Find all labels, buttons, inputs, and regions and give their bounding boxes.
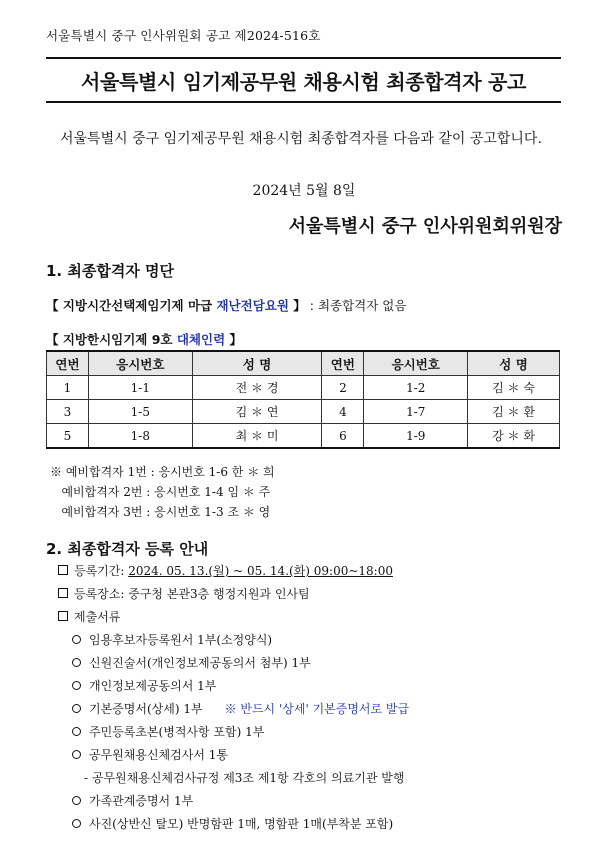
intro-text: 서울특별시 중구 임기제공무원 채용시험 최종합격자를 다음과 같이 공고합니다.	[60, 131, 542, 147]
docs-list	[58, 629, 409, 836]
table-row	[47, 400, 560, 424]
line1-prefix: 【 지방시간선택제임기제 마급	[46, 298, 217, 313]
col-header: 연번	[322, 351, 364, 376]
table-header-row	[47, 351, 560, 376]
table-cell: 전 ＊ 경	[192, 376, 322, 400]
table-cell: 1-1	[88, 376, 192, 400]
table-cell: 김 ＊ 환	[468, 400, 560, 424]
doc-text: 임용후보자등록원서 1부(소정양식)	[89, 633, 273, 647]
table-cell: 강 ＊ 화	[468, 424, 560, 449]
doc-item	[72, 790, 409, 813]
period-item	[58, 560, 409, 583]
doc-item	[72, 629, 409, 652]
place-item	[58, 583, 409, 606]
docs-item	[58, 606, 409, 629]
circle-bullet-icon	[72, 658, 81, 667]
page-title: 서울특별시 임기제공무원 채용시험 최종합격자 공고	[80, 69, 527, 94]
col-header: 연번	[47, 351, 89, 376]
doc-text: 주민등록초본(병적사항 포함) 1부	[89, 725, 265, 739]
doc-text: 개인정보제공동의서 1부	[89, 679, 217, 693]
doc-item	[72, 652, 409, 675]
square-bullet-icon	[58, 611, 68, 621]
doc-item	[72, 721, 409, 744]
title-box	[46, 57, 561, 103]
table-cell: 1-9	[364, 424, 468, 449]
col-header: 성 명	[192, 351, 322, 376]
section1-line2	[46, 330, 242, 348]
notice-date: 2024년 5월 8일	[252, 183, 356, 199]
table-cell: 김 ＊ 연	[192, 400, 322, 424]
line1-suffix: 】	[288, 298, 306, 313]
square-bullet-icon	[58, 565, 68, 575]
doc-text: 공무원채용신체검사서 1통	[89, 748, 228, 762]
doc-item	[72, 675, 409, 698]
table-row	[47, 376, 560, 400]
table-cell: 1-8	[88, 424, 192, 449]
period-label: 등록기간:	[74, 564, 129, 578]
period-value: 2024. 05. 13.(월) ~ 05. 14.(화) 09:00~18:00	[128, 564, 393, 578]
col-header: 응시번호	[364, 351, 468, 376]
table-cell: 1-2	[364, 376, 468, 400]
table-cell: 4	[322, 400, 364, 424]
table-cell: 최 ＊ 미	[192, 424, 322, 449]
section1-line1	[46, 296, 406, 314]
section1-heading: 1. 최종합격자 명단	[46, 262, 175, 280]
circle-bullet-icon	[72, 681, 81, 690]
registration-info	[58, 560, 409, 836]
reserve-item: 예비합격자 3번 : 응시번호 1-3 조 ＊ 영	[50, 505, 271, 519]
doc-sub-text: - 공무원채용신체검사규정 제3조 제1항 각호의 의료기관 발행	[84, 771, 405, 785]
circle-bullet-icon	[72, 635, 81, 644]
doc-item	[72, 744, 409, 767]
issuer: 서울특별시 중구 인사위원회위원장	[288, 216, 562, 237]
line2-suffix: 】	[225, 332, 243, 347]
notice-number: 서울특별시 중구 인사위원회 공고 제2024-516호	[46, 28, 321, 43]
table-cell: 김 ＊ 숙	[468, 376, 560, 400]
doc-item	[72, 813, 409, 836]
table-cell: 1	[47, 376, 89, 400]
reserve-item: 예비합격자 2번 : 응시번호 1-4 임 ＊ 주	[50, 485, 271, 499]
col-header: 응시번호	[88, 351, 192, 376]
reserve-item: ※ 예비합격자 1번 : 응시번호 1-6 한 ＊ 희	[50, 465, 275, 479]
col-header: 성 명	[468, 351, 560, 376]
doc-subitem	[72, 767, 409, 790]
table-cell: 1-5	[88, 400, 192, 424]
table-cell: 3	[47, 400, 89, 424]
table-row	[47, 424, 560, 449]
circle-bullet-icon	[72, 704, 81, 713]
docs-label: 제출서류	[74, 610, 121, 624]
line1-result: : 최종합격자 없음	[305, 298, 407, 313]
place-text: 등록장소: 중구청 본관3층 행정지원과 인사팀	[74, 587, 310, 601]
doc-note: ※ 반드시 '상세' 기본증명서로 발급	[224, 702, 410, 716]
table-cell: 1-7	[364, 400, 468, 424]
doc-item	[72, 698, 409, 721]
square-bullet-icon	[58, 588, 68, 598]
reserve-list	[50, 462, 275, 522]
table-cell: 5	[47, 424, 89, 449]
results-table	[46, 350, 560, 449]
line2-highlight: 대체인력	[176, 332, 226, 347]
table-cell: 2	[322, 376, 364, 400]
doc-text: 신원진술서(개인정보제공동의서 첨부) 1부	[89, 656, 311, 670]
circle-bullet-icon	[72, 819, 81, 828]
doc-text: 가족관계증명서 1부	[89, 794, 194, 808]
line1-highlight: 재난전담요원	[216, 298, 289, 313]
circle-bullet-icon	[72, 750, 81, 759]
table-cell: 6	[322, 424, 364, 449]
doc-text: 사진(상반신 탈모) 반명함판 1매, 명함판 1매(부착분 포함)	[89, 817, 394, 831]
circle-bullet-icon	[72, 727, 81, 736]
section2-heading: 2. 최종합격자 등록 안내	[46, 540, 209, 558]
doc-text: 기본증명서(상세) 1부	[89, 702, 203, 716]
line2-prefix: 【 지방한시임기제 9호	[46, 332, 177, 347]
circle-bullet-icon	[72, 796, 81, 805]
